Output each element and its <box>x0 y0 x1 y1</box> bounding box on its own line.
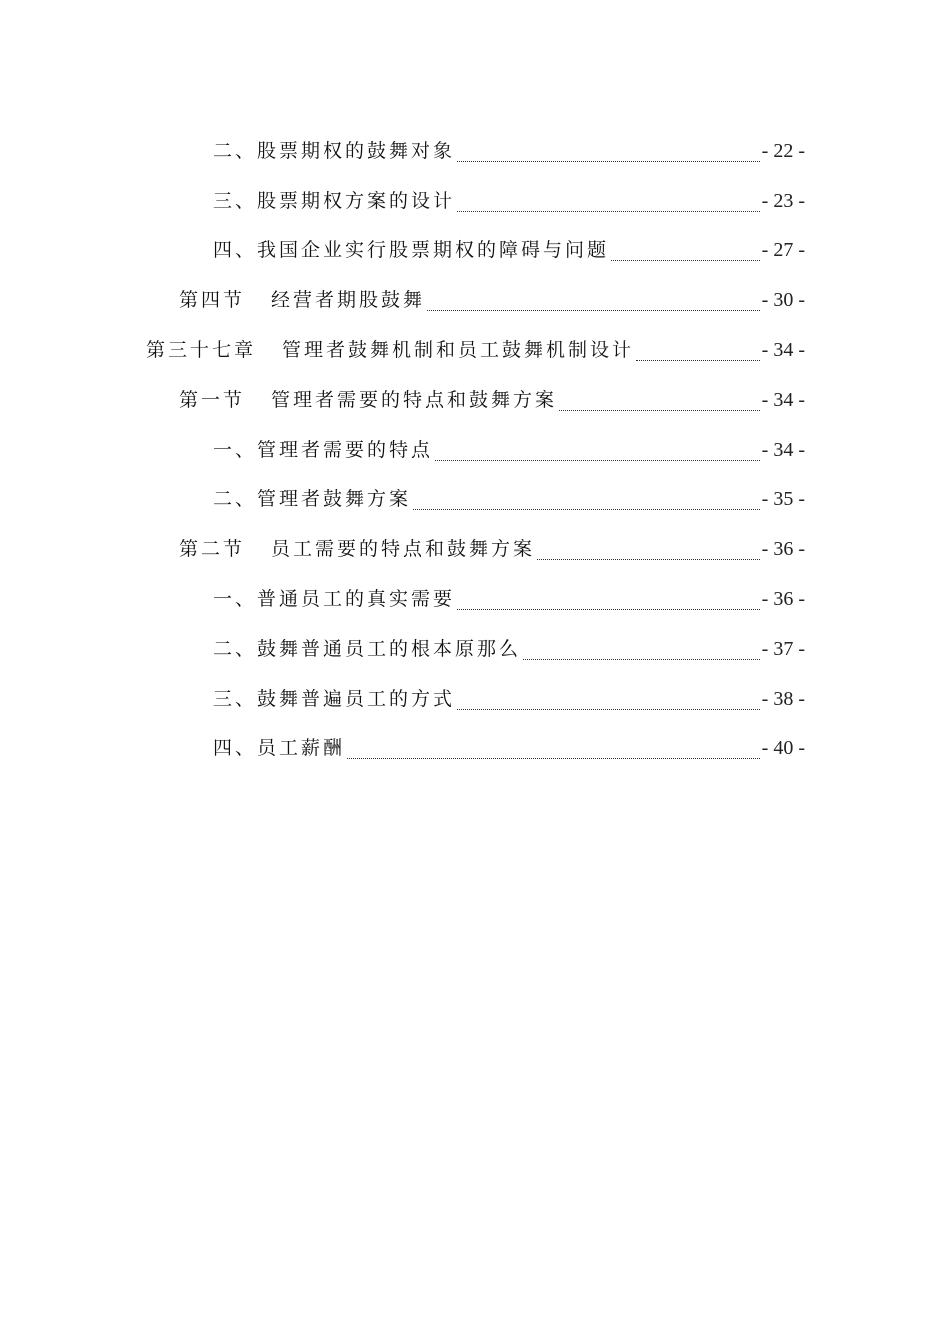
toc-page-number: - 38 - <box>761 687 805 710</box>
toc-entry-title <box>213 438 433 462</box>
toc-entry[interactable] <box>0 724 950 774</box>
toc-dot-leader <box>523 658 760 660</box>
toc-entry[interactable] <box>0 574 950 624</box>
table-of-contents <box>0 126 950 773</box>
toc-page-number: - 34 - <box>761 438 805 461</box>
toc-entry-title <box>213 139 455 163</box>
toc-entry-section[interactable] <box>0 524 950 574</box>
toc-section-number: 第二节 <box>179 538 246 561</box>
toc-entry[interactable] <box>0 624 950 674</box>
toc-entry-title <box>213 637 521 661</box>
toc-page-number: - 30 - <box>761 289 805 312</box>
toc-entry-title <box>213 687 455 711</box>
toc-dot-leader <box>457 210 760 212</box>
toc-entry[interactable] <box>0 176 950 226</box>
toc-chapter-number: 第三十七章 <box>146 339 257 362</box>
toc-section-number: 第一节 <box>179 388 246 411</box>
toc-page-number: - 22 - <box>761 139 805 162</box>
toc-dot-leader <box>347 757 760 759</box>
toc-entry[interactable] <box>0 126 950 176</box>
toc-entry-title <box>213 736 345 760</box>
toc-dot-leader <box>427 309 760 311</box>
toc-entry-title <box>213 487 411 511</box>
toc-entry[interactable] <box>0 425 950 475</box>
toc-dot-leader <box>457 708 760 710</box>
toc-page-number: - 35 - <box>761 488 805 511</box>
toc-page-number: - 27 - <box>761 239 805 262</box>
toc-page-number: - 34 - <box>761 388 805 411</box>
toc-entry-title <box>213 587 455 611</box>
toc-entry[interactable] <box>0 475 950 525</box>
toc-page-number: - 40 - <box>761 737 805 760</box>
toc-page-number: - 37 - <box>761 637 805 660</box>
toc-section-title: 经营者期股鼓舞 <box>271 289 426 312</box>
toc-dot-leader <box>435 459 760 461</box>
toc-dot-leader <box>611 259 760 261</box>
toc-entry-chapter[interactable] <box>0 325 950 375</box>
toc-entry-heading: 四、员工薪酬 <box>213 737 346 760</box>
toc-entry-heading: 三、股票期权方案的设计 <box>213 189 456 212</box>
toc-chapter-title: 管理者鼓舞机制和员工鼓舞机制设计 <box>282 339 635 362</box>
toc-dot-leader <box>457 608 760 610</box>
toc-entry-title <box>179 537 535 561</box>
toc-page-number: - 36 - <box>761 538 805 561</box>
toc-dot-leader <box>537 558 760 560</box>
toc-entry[interactable] <box>0 674 950 724</box>
toc-entry-heading: 二、管理者鼓舞方案 <box>213 488 412 511</box>
toc-entry-title <box>146 338 634 362</box>
toc-dot-leader <box>413 508 760 510</box>
toc-dot-leader <box>636 359 760 361</box>
toc-entry-title <box>179 388 557 412</box>
toc-page-number: - 36 - <box>761 588 805 611</box>
toc-entry-heading: 一、管理者需要的特点 <box>213 438 434 461</box>
toc-dot-leader <box>457 160 760 162</box>
toc-entry[interactable] <box>0 226 950 276</box>
toc-entry-heading: 四、我国企业实行股票期权的障碍与问题 <box>213 239 610 262</box>
toc-entry-title <box>213 238 609 262</box>
toc-section-title: 管理者需要的特点和鼓舞方案 <box>271 388 558 411</box>
toc-entry-title <box>179 288 425 312</box>
toc-section-title: 员工需要的特点和鼓舞方案 <box>271 538 536 561</box>
toc-entry-heading: 二、鼓舞普通员工的根本原那么 <box>213 637 522 660</box>
toc-section-number: 第四节 <box>179 289 246 312</box>
toc-dot-leader <box>559 409 760 411</box>
toc-page-number: - 23 - <box>761 189 805 212</box>
toc-entry-heading: 三、鼓舞普遍员工的方式 <box>213 687 456 710</box>
toc-entry-title <box>213 189 455 213</box>
toc-entry-heading: 二、股票期权的鼓舞对象 <box>213 139 456 162</box>
toc-entry-heading: 一、普通员工的真实需要 <box>213 588 456 611</box>
toc-entry-section[interactable] <box>0 275 950 325</box>
toc-entry-section[interactable] <box>0 375 950 425</box>
toc-page-number: - 34 - <box>761 339 805 362</box>
